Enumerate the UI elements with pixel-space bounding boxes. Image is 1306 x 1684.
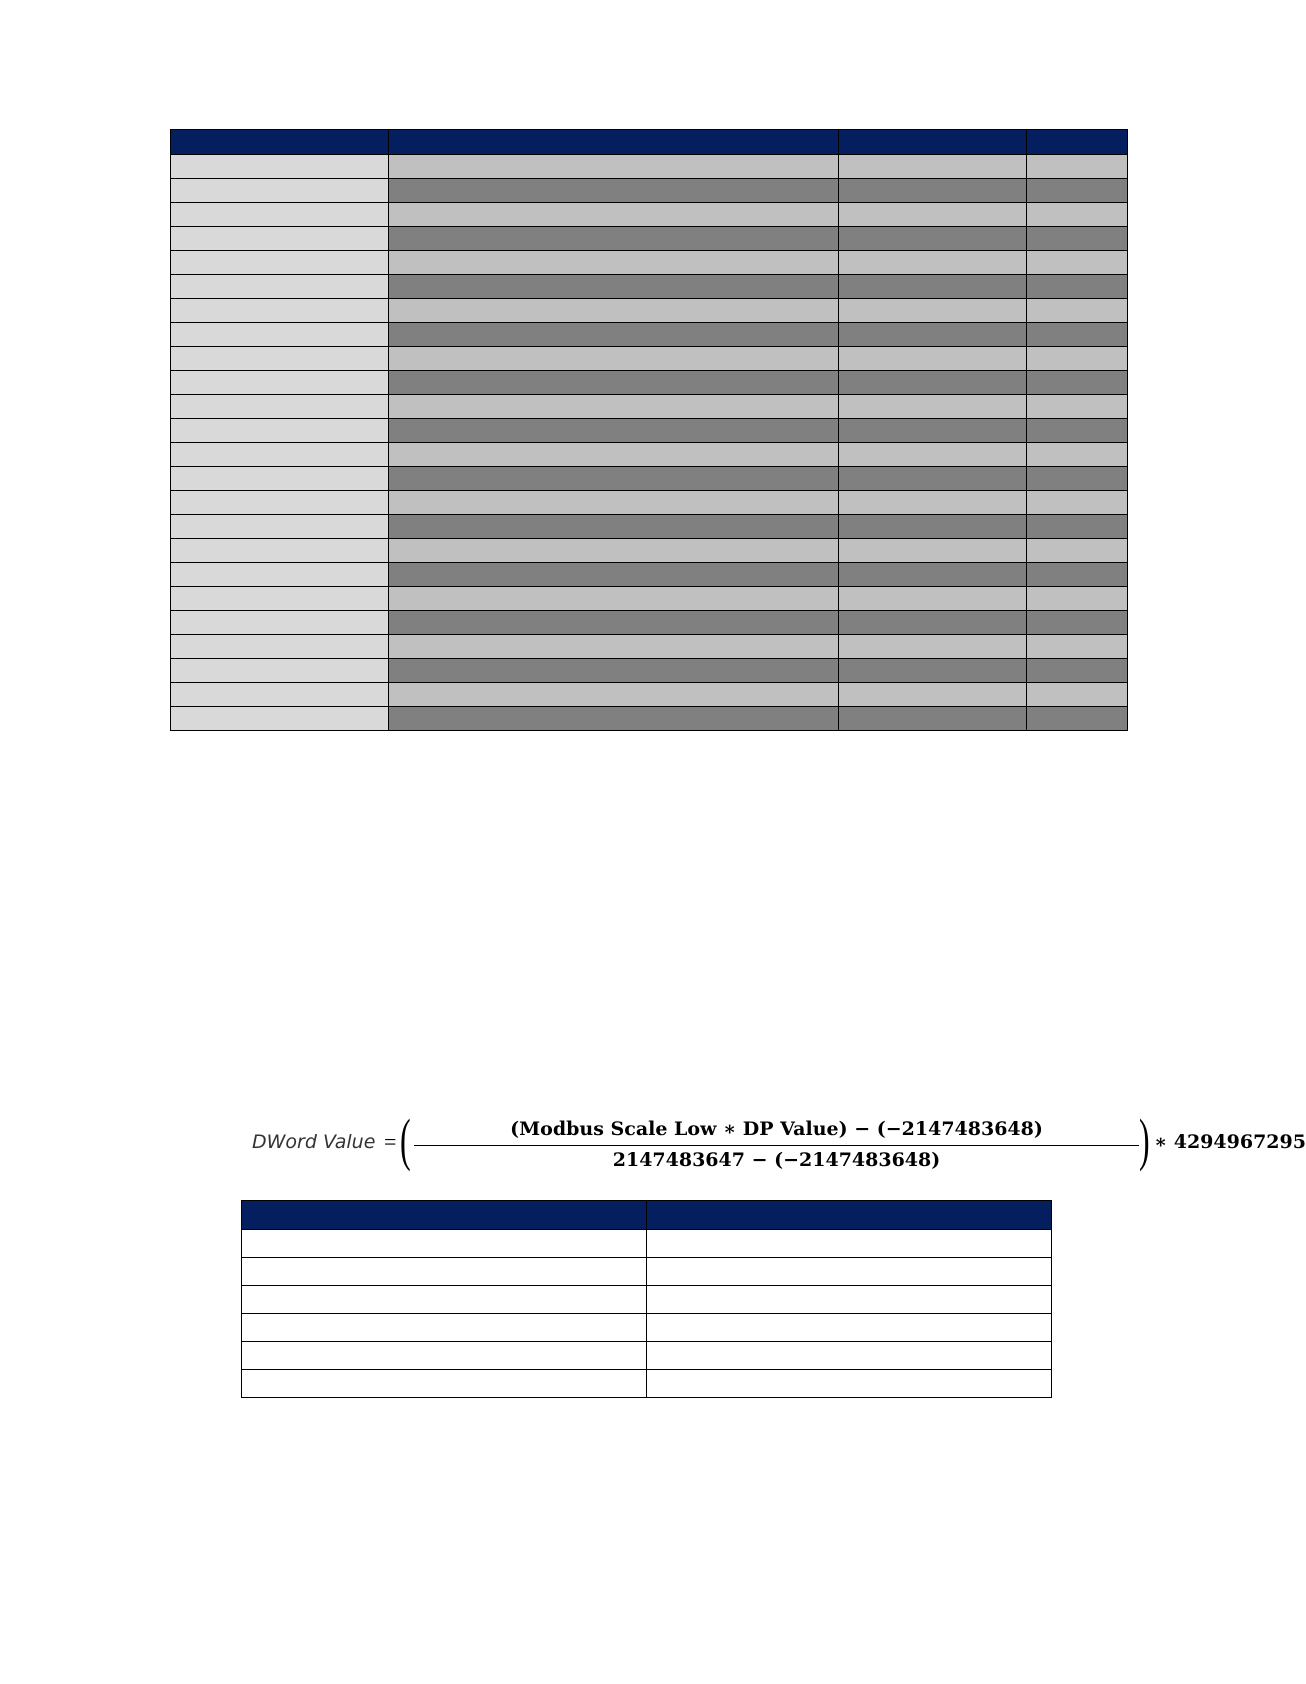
table-cell — [389, 683, 839, 707]
table-cell — [647, 1314, 1052, 1342]
table-cell — [839, 275, 1027, 299]
register-table-body — [171, 155, 1128, 731]
table-row — [171, 491, 1128, 515]
table-cell — [171, 347, 389, 371]
table-cell — [647, 1370, 1052, 1398]
formula-equals: = — [384, 1129, 397, 1154]
table-cell — [389, 395, 839, 419]
table-cell — [171, 515, 389, 539]
register-table-header-cell — [1027, 130, 1128, 155]
table-cell — [171, 491, 389, 515]
register-table-header-cell — [171, 130, 389, 155]
table-cell — [389, 467, 839, 491]
example-table-header-cell — [242, 1201, 647, 1230]
table-row — [171, 299, 1128, 323]
table-cell — [1027, 707, 1128, 731]
table-row — [171, 611, 1128, 635]
table-cell — [1027, 539, 1128, 563]
table-cell — [1027, 299, 1128, 323]
table-cell — [1027, 659, 1128, 683]
table-cell — [171, 683, 389, 707]
table-cell — [839, 251, 1027, 275]
table-cell — [839, 419, 1027, 443]
table-cell — [839, 227, 1027, 251]
table-cell — [1027, 227, 1128, 251]
table-cell — [389, 251, 839, 275]
table-cell — [171, 611, 389, 635]
table-row — [171, 659, 1128, 683]
table-cell — [242, 1370, 647, 1398]
table-row — [242, 1342, 1052, 1370]
table-cell — [171, 299, 389, 323]
table-row — [171, 419, 1128, 443]
table-cell — [389, 203, 839, 227]
table-row — [242, 1286, 1052, 1314]
table-row — [171, 347, 1128, 371]
table-cell — [171, 587, 389, 611]
table-row — [171, 155, 1128, 179]
table-cell — [1027, 203, 1128, 227]
table-cell — [1027, 275, 1128, 299]
table-cell — [389, 611, 839, 635]
table-cell — [389, 323, 839, 347]
table-cell — [839, 323, 1027, 347]
table-cell — [1027, 419, 1128, 443]
table-cell — [839, 707, 1027, 731]
table-cell — [1027, 683, 1128, 707]
table-cell — [1027, 251, 1128, 275]
table-row — [171, 443, 1128, 467]
table-row — [242, 1258, 1052, 1286]
table-cell — [171, 563, 389, 587]
table-cell — [389, 587, 839, 611]
table-row — [171, 251, 1128, 275]
table-row — [171, 275, 1128, 299]
table-cell — [389, 155, 839, 179]
table-cell — [839, 563, 1027, 587]
table-cell — [1027, 179, 1128, 203]
example-table-header-row — [242, 1201, 1052, 1230]
table-cell — [242, 1314, 647, 1342]
register-table — [170, 129, 1128, 731]
table-cell — [1027, 395, 1128, 419]
table-row — [171, 203, 1128, 227]
table-row — [171, 395, 1128, 419]
table-cell — [839, 347, 1027, 371]
formula-rhs: ∗ 4294967295 — [1154, 1131, 1306, 1153]
table-cell — [647, 1258, 1052, 1286]
table-row — [171, 515, 1128, 539]
table-cell — [171, 707, 389, 731]
example-table-body — [242, 1230, 1052, 1398]
table-row — [171, 563, 1128, 587]
table-cell — [389, 491, 839, 515]
table-cell — [839, 635, 1027, 659]
table-cell — [171, 395, 389, 419]
table-row — [171, 707, 1128, 731]
table-row — [171, 467, 1128, 491]
table-cell — [839, 683, 1027, 707]
table-cell — [839, 155, 1027, 179]
table-cell — [839, 587, 1027, 611]
table-cell — [171, 371, 389, 395]
table-cell — [647, 1230, 1052, 1258]
table-row — [171, 587, 1128, 611]
table-row — [171, 371, 1128, 395]
table-cell — [1027, 635, 1128, 659]
table-cell — [171, 419, 389, 443]
table-cell — [389, 299, 839, 323]
table-cell — [389, 659, 839, 683]
table-cell — [389, 539, 839, 563]
table-cell — [242, 1286, 647, 1314]
formula-numerator: (Modbus Scale Low ∗ DP Value) − (−2147483648) — [510, 1118, 1043, 1140]
formula-lhs: DWord Value — [252, 1131, 376, 1153]
table-cell — [389, 635, 839, 659]
table-cell — [171, 659, 389, 683]
table-cell — [839, 179, 1027, 203]
table-cell — [171, 203, 389, 227]
table-cell — [389, 515, 839, 539]
formula-denominator: 2147483647 − (−2147483648) — [612, 1149, 941, 1171]
dword-value-formula — [252, 1107, 1306, 1172]
table-cell — [839, 515, 1027, 539]
table-cell — [389, 227, 839, 251]
table-cell — [839, 203, 1027, 227]
register-table-header-cell — [839, 130, 1027, 155]
table-row — [242, 1370, 1052, 1398]
table-row — [171, 179, 1128, 203]
table-cell — [389, 419, 839, 443]
table-cell — [647, 1286, 1052, 1314]
table-cell — [171, 539, 389, 563]
table-row — [242, 1314, 1052, 1342]
table-cell — [1027, 347, 1128, 371]
table-cell — [171, 275, 389, 299]
table-cell — [242, 1258, 647, 1286]
table-cell — [647, 1342, 1052, 1370]
table-cell — [171, 179, 389, 203]
table-cell — [242, 1342, 647, 1370]
formula-fraction-bar — [414, 1145, 1139, 1146]
table-cell — [839, 491, 1027, 515]
table-cell — [839, 443, 1027, 467]
table-row — [242, 1230, 1052, 1258]
table-cell — [389, 275, 839, 299]
table-cell — [242, 1230, 647, 1258]
table-cell — [389, 179, 839, 203]
table-cell — [1027, 563, 1128, 587]
table-cell — [389, 563, 839, 587]
table-cell — [839, 611, 1027, 635]
table-cell — [171, 251, 389, 275]
table-cell — [171, 323, 389, 347]
table-cell — [171, 443, 389, 467]
table-cell — [389, 371, 839, 395]
table-row — [171, 683, 1128, 707]
table-cell — [839, 539, 1027, 563]
table-row — [171, 323, 1128, 347]
table-cell — [1027, 443, 1128, 467]
table-cell — [839, 395, 1027, 419]
table-row — [171, 227, 1128, 251]
table-cell — [389, 347, 839, 371]
table-cell — [389, 443, 839, 467]
table-cell — [171, 155, 389, 179]
table-cell — [1027, 155, 1128, 179]
register-table-header-row — [171, 130, 1128, 155]
table-cell — [1027, 587, 1128, 611]
table-cell — [1027, 371, 1128, 395]
table-cell — [1027, 515, 1128, 539]
table-cell — [171, 635, 389, 659]
register-table-header-cell — [389, 130, 839, 155]
formula-open-paren: ( — [400, 1107, 411, 1172]
table-cell — [839, 467, 1027, 491]
table-cell — [1027, 323, 1128, 347]
table-cell — [1027, 467, 1128, 491]
table-cell — [839, 659, 1027, 683]
example-table-header-cell — [647, 1201, 1052, 1230]
table-cell — [171, 467, 389, 491]
example-table — [241, 1200, 1052, 1398]
table-cell — [1027, 491, 1128, 515]
table-cell — [389, 707, 839, 731]
table-cell — [839, 371, 1027, 395]
table-cell — [839, 299, 1027, 323]
formula-close-paren: ) — [1139, 1107, 1150, 1172]
table-cell — [171, 227, 389, 251]
table-cell — [1027, 611, 1128, 635]
table-row — [171, 635, 1128, 659]
table-row — [171, 539, 1128, 563]
